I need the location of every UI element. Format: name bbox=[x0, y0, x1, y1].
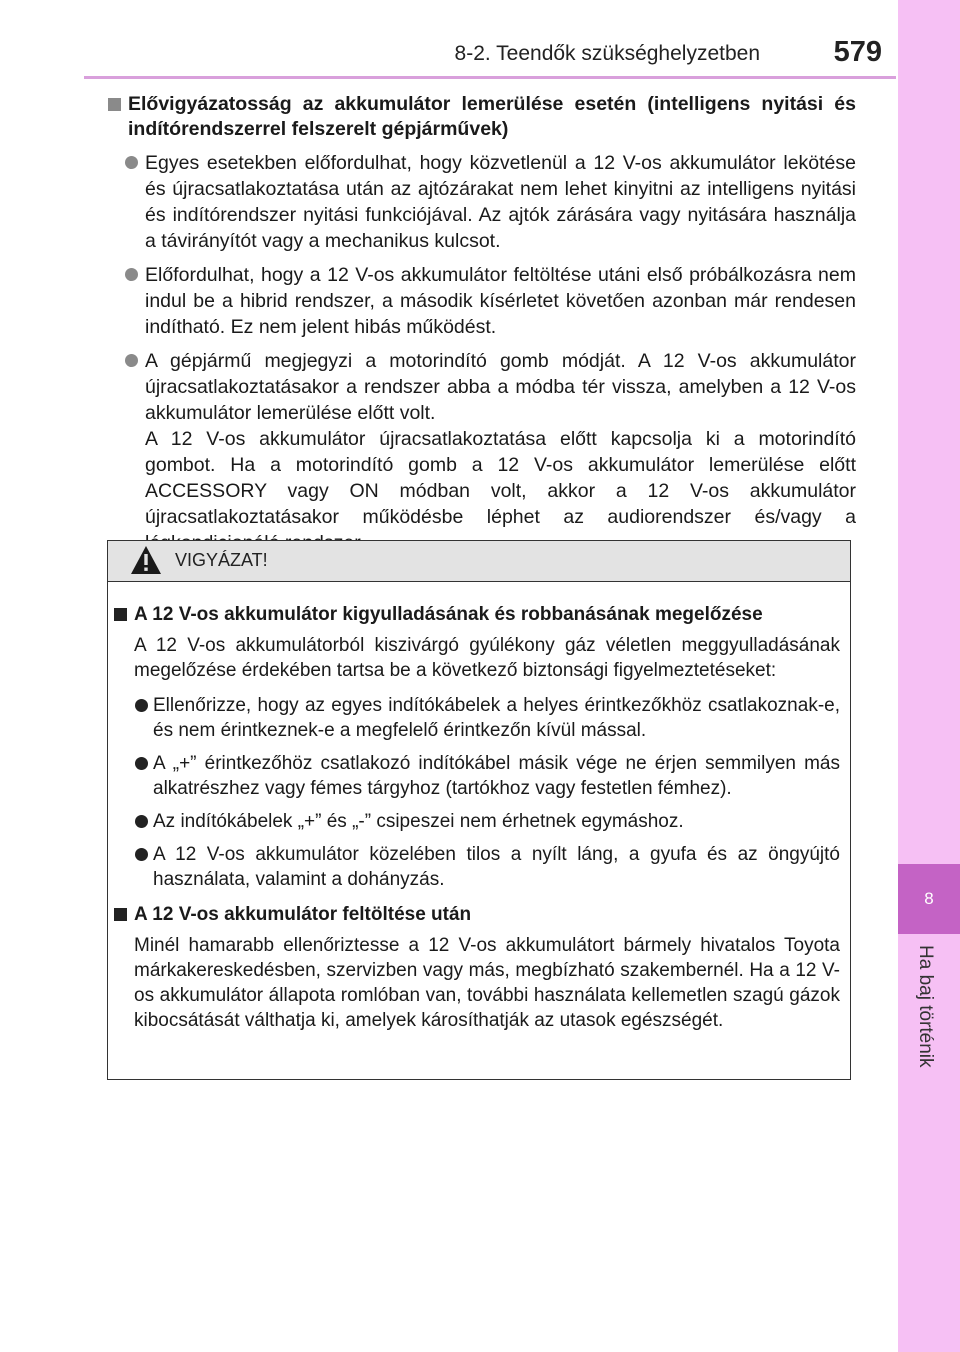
list-item bbox=[108, 262, 856, 340]
list-item-text: Egyes esetekben előfordulhat, hogy közvetlenül a 12 V-os akkumulátor lekötése és újracsatlakoztatása után az ajtózárakat nem lehet kinyitni az intelligens nyitási és indítórendszer nyitási funkciójával. Az ajtók zárására vagy nyitására használja a távirányítót vagy a mechanikus kulcsot. bbox=[145, 152, 856, 252]
list-item bbox=[114, 809, 840, 834]
circle-bullet-icon bbox=[125, 156, 138, 169]
caution-section-heading-text: A 12 V-os akkumulátor kigyulladásának és robbanásának megelőzése bbox=[134, 604, 763, 625]
caution-section-heading bbox=[114, 602, 840, 627]
caution-header bbox=[108, 541, 850, 582]
chapter-number-box: 8 bbox=[898, 864, 960, 934]
list-item bbox=[108, 348, 856, 556]
caution-paragraph: Minél hamarabb ellenőriztesse a 12 V-os akkumulátort bármely hivatalos Toyota márkakereskedésben, szervizben vagy más, megbízható szakembernél. Ha a 12 V-os akkumulátor állapota romlóban van, további használata kellemetlen szagú gázok kibocsátását válthatja ki, amelyek károsíthatják az utasok egészségét. bbox=[134, 935, 840, 1031]
circle-bullet-icon bbox=[125, 354, 138, 367]
list-item-text: A 12 V-os akkumulátor újracsatlakoztatása előtt kapcsolja ki a motorindító gombot. Ha a motorindító gomb a 12 V-os akkumulátor lemerülése előtt ACCESSORY vagy ON módban volt, akkor a 12 V-os akkumulátor újracsatlakoztatásakor működésbe léphet az audiorendszer és/vagy a bbox=[145, 428, 856, 528]
list-item bbox=[114, 842, 840, 892]
list-item bbox=[108, 150, 856, 254]
caution-body bbox=[108, 582, 850, 1033]
header-rule bbox=[84, 76, 896, 79]
square-bullet-icon bbox=[108, 98, 121, 111]
caution-box bbox=[107, 540, 851, 1080]
warning-triangle-icon bbox=[130, 545, 162, 575]
square-bullet-icon bbox=[114, 608, 127, 621]
list-item-text: Az indítókábelek „+” és „-” csipeszei nem érhetnek egymáshoz. bbox=[153, 811, 684, 832]
caution-paragraph: A 12 V-os akkumulátorból kiszivárgó gyúlékony gáz véletlen meggyulladásának megelőzése érdekében tartsa be a következő biztonsági figyelmeztetéseket: bbox=[134, 635, 840, 681]
circle-bullet-icon bbox=[125, 268, 138, 281]
list-item-text: Előfordulhat, hogy a 12 V-os akkumulátor feltöltése utáni első próbálkozásra nem indul be a hibrid rendszer, a második kísérletet követően azonban már rendesen indítható. Ez nem jelent hibás működést. bbox=[145, 264, 856, 338]
page-number: 579 bbox=[833, 36, 882, 68]
running-header: 8-2. Teendők szükséghelyzetben bbox=[454, 42, 760, 65]
chapter-side-tab bbox=[898, 0, 960, 1352]
list-item-text: Ellenőrizze, hogy az egyes indítókábelek a helyes érintkezőkhöz csatlakoznak-e, és nem érintkeznek-e a megfelelő érintkezőn kívül mással. bbox=[153, 695, 840, 741]
caution-section-heading bbox=[114, 902, 840, 927]
chapter-label: Ha baj történik bbox=[915, 945, 936, 1068]
circle-bullet-icon bbox=[135, 848, 148, 861]
list-item-text: A 12 V-os akkumulátor közelében tilos a nyílt láng, a gyufa és az öngyújtó használata, valamint a dohányzás. bbox=[153, 844, 840, 890]
circle-bullet-icon bbox=[135, 699, 148, 712]
circle-bullet-icon bbox=[135, 815, 148, 828]
square-bullet-icon bbox=[114, 908, 127, 921]
list-item-text: A gépjármű megjegyzi a motorindító gomb módját. A 12 V-os akkumulátor újracsatlakoztatásakor a rendszer abba a módba tér vissza, amelyben a 12 V-os akkumulátor lemerülése előtt volt. bbox=[145, 350, 856, 424]
circle-bullet-icon bbox=[135, 757, 148, 770]
list-item bbox=[114, 693, 840, 743]
main-content bbox=[108, 92, 856, 556]
section-heading-text: Elővigyázatosság az akkumulátor lemerülése esetén (intelligens nyitási és indítórendszerrel felszerelt gépjárművek) bbox=[128, 93, 856, 140]
caution-title: VIGYÁZAT! bbox=[175, 550, 268, 570]
list-item bbox=[114, 751, 840, 801]
section-heading bbox=[108, 92, 856, 142]
caution-section-heading-text: A 12 V-os akkumulátor feltöltése után bbox=[134, 904, 472, 925]
list-item-text: A „+” érintkezőhöz csatlakozó indítókábel másik vége ne érjen semmilyen más alkatrészhez vagy fémes tárgyhoz (tartókhoz vagy festetlen fémhez). bbox=[153, 753, 840, 799]
